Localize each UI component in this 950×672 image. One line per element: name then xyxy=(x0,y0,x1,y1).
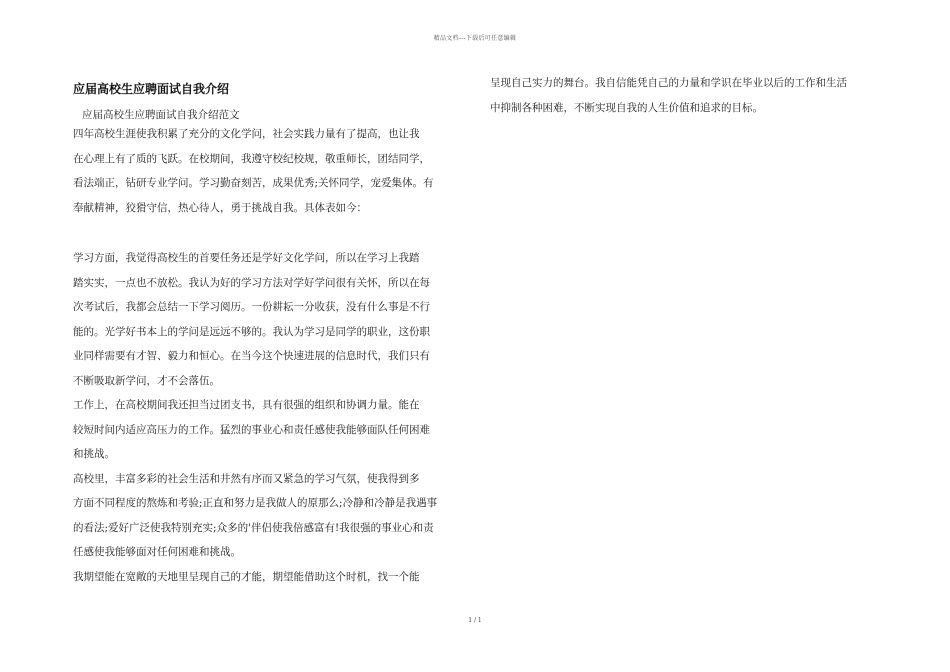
text-line: 四年高校生涯使我积累了充分的文化学问，社会实践力量有了提高，也让我 xyxy=(73,128,420,140)
text-line: 次考试后，我都会总结一下学习阅历。一份耕耘一分收获，没有什么事是不行 xyxy=(73,301,430,313)
text-line: 工作上，在高校期间我还担当过团支书，具有很强的组织和协调力量。能在 xyxy=(73,399,420,411)
text-line: 方面不同程度的熬炼和考验;正直和努力是我做人的原那么;冷静和冷静是我遇事 xyxy=(73,497,438,509)
text-line: 和挑战。 xyxy=(73,448,115,460)
text-line: 不断吸取新学问，才不会落伍。 xyxy=(73,374,220,387)
text-line: 的看法;爱好广泛使我特别充实;众多的'伴侣使我倍感富有!我很强的事业心和责 xyxy=(73,521,434,534)
text-line: 中抑制各种困难，不断实现自我的人生价值和追求的目标。 xyxy=(490,101,763,114)
text-line: 我期望能在宽敞的天地里呈现自己的才能，期望能借助这个时机，找一个能 xyxy=(73,570,420,583)
page-number: 1 / 1 xyxy=(468,617,482,624)
text-line: 能的。光学好书本上的学问是远远不够的。我认为学习是同学的职业，这份职 xyxy=(73,325,430,338)
text-line: 踏实实，一点也不放松。我认为好的学习方法对学好学问很有关怀，所以在每 xyxy=(73,276,430,289)
body-paragraphs xyxy=(73,246,468,589)
text-line: 高校里，丰富多彩的社会生活和井然有序而又紧急的学习气氛，使我得到多 xyxy=(73,472,420,485)
text-line: 任感使我能够面对任何困难和挑战。 xyxy=(73,546,241,558)
page-header: 精品文档---下载后可任意编辑 xyxy=(433,35,517,42)
text-line: 看法端正，钻研专业学问。学习勤奋刻苦，成果优秀;关怀同学，宠爱集体。有 xyxy=(73,177,434,189)
text-line: 学习方面，我觉得高校生的首要任务还是学好文化学问，所以在学习上我踏 xyxy=(73,252,420,264)
text-line: 较短时间内适应高压力的工作。猛烈的事业心和责任感使我能够面队任何困难 xyxy=(73,423,430,436)
document-title: 应届高校生应聘面试自我介绍 xyxy=(73,82,230,96)
intro-paragraph xyxy=(73,122,468,220)
text-line: 在心理上有了质的飞跃。在校期间，我遵守校纪校规，敬重师长，团结同学， xyxy=(73,152,430,165)
right-column xyxy=(490,71,885,120)
text-line: 呈现自己实力的舞台。我自信能凭自己的力量和学识在毕业以后的工作和生活 xyxy=(490,77,847,89)
text-line: 奉献精神，狡猾守信，热心待人，勇于挑战自我。具体表如今： xyxy=(73,201,367,214)
text-line: 业同样需要有才智、毅力和恒心。在当今这个快速进展的信息时代，我们只有 xyxy=(73,350,430,362)
document-subtitle: 应届高校生应聘面试自我介绍范文 xyxy=(82,109,240,121)
